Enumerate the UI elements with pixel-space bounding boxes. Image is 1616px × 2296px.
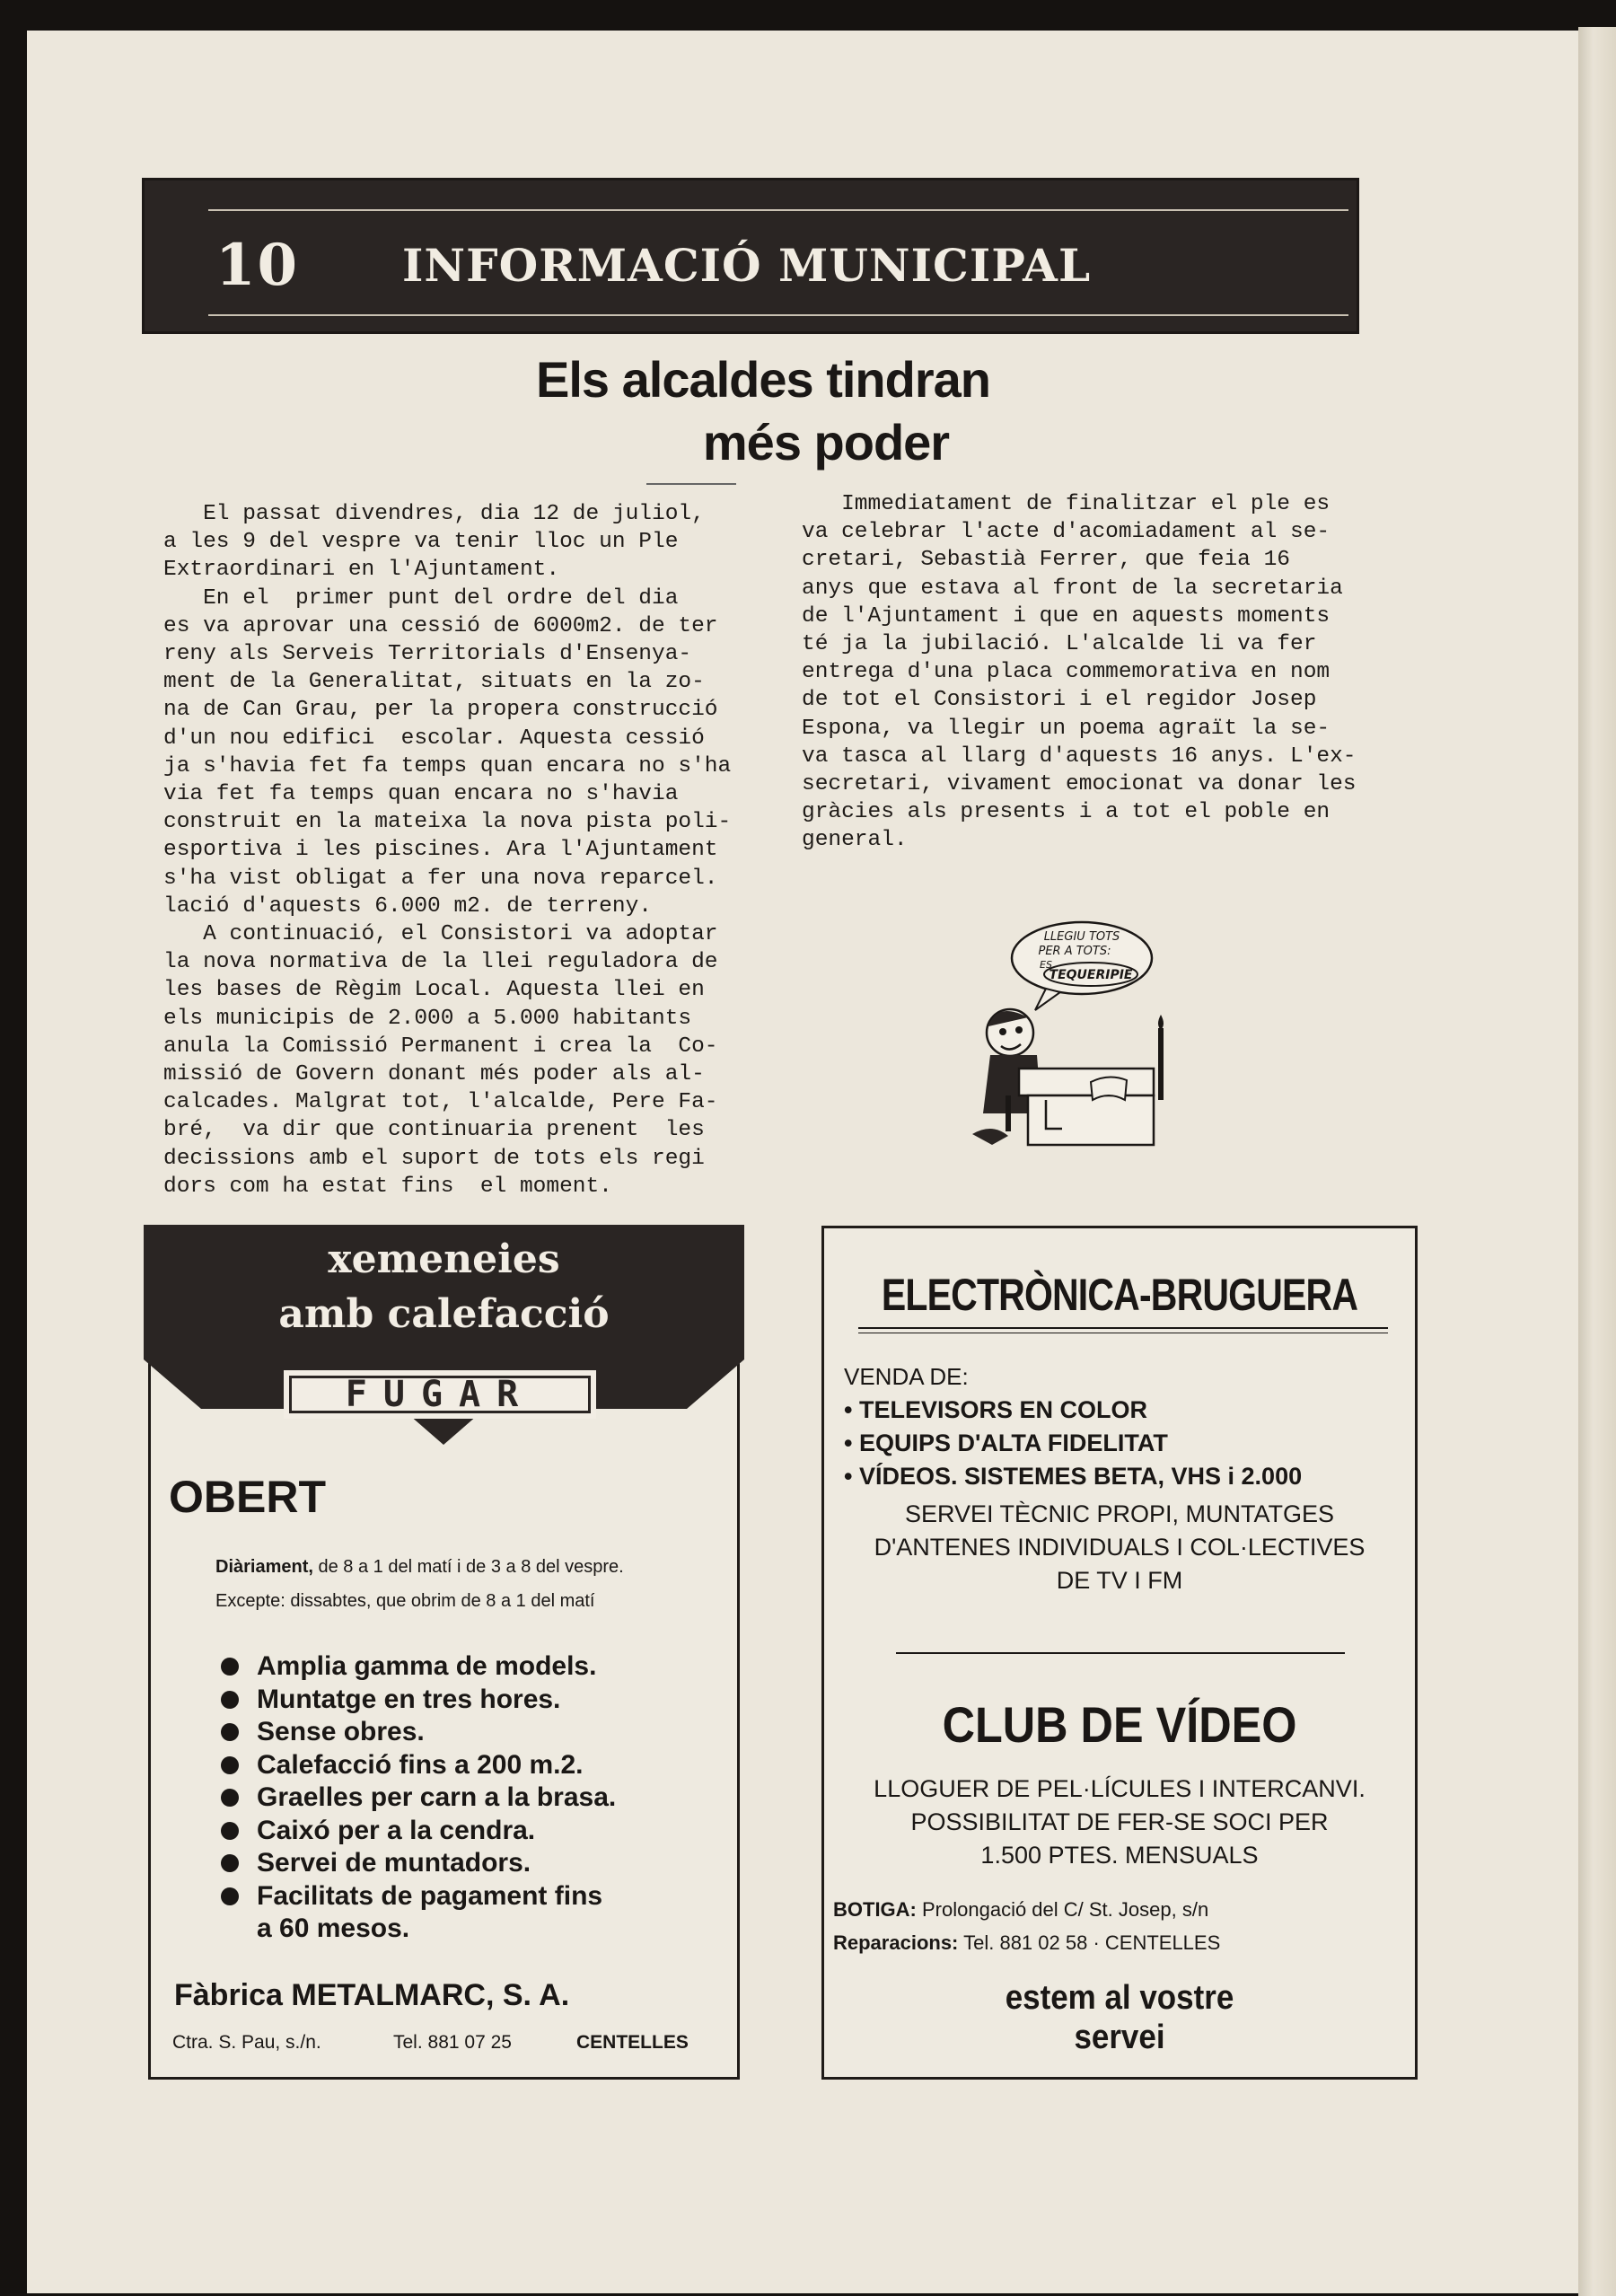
repair-line — [833, 1926, 1220, 1959]
bullet-icon — [221, 1854, 239, 1872]
section-title: INFORMACIÓ MUNICIPAL — [402, 239, 1092, 292]
club-title: CLUB DE VÍDEO — [942, 1696, 1297, 1753]
article-line: A continuació, el Consistori va adoptar — [163, 922, 718, 947]
sales-label: VENDA DE: — [844, 1363, 969, 1390]
headline-line: Els alcaldes tindran — [536, 351, 990, 408]
bullet-icon — [221, 1691, 239, 1709]
ad-headline: amb calefacció — [278, 1291, 610, 1337]
divider — [858, 1327, 1388, 1329]
feature-list — [221, 1650, 616, 1946]
headline-rule — [646, 483, 736, 485]
article-line: El passat divendres, dia 12 de juliol, — [163, 502, 705, 526]
article-line: a les 9 del vespre va tenir lloc un Ple — [163, 530, 679, 555]
open-label: OBERT — [169, 1472, 326, 1522]
service-line: D'ANTENES INDIVIDUALS I COL·LECTIVES — [874, 1534, 1366, 1561]
article-line: via fet fa temps quan encara no s'havia — [163, 782, 679, 807]
opening-hours — [215, 1557, 624, 1578]
feature-text: Sense obres. — [257, 1717, 425, 1746]
bullet-icon — [221, 1887, 239, 1905]
product-item: • EQUIPS D'ALTA FIDELITAT — [844, 1430, 1168, 1456]
article-line: va celebrar l'acte d'acomiadament al se- — [802, 520, 1331, 545]
cartoon-speech-line: PER A TOTS: — [1038, 945, 1111, 958]
cartoon-speech-line: TEQUERIPIE — [1049, 968, 1133, 982]
bullet-icon — [221, 1756, 239, 1774]
feature-item — [221, 1781, 616, 1815]
slogan-line: estem al vostre — [1005, 1979, 1234, 2017]
article-line: cretari, Sebastià Ferrer, que feia 16 — [802, 548, 1290, 573]
headline-line: més poder — [702, 414, 950, 471]
article-line: les bases de Règim Local. Aquesta llei en — [163, 978, 705, 1003]
article-line: gràcies als presents i a tot el poble en — [802, 800, 1331, 825]
article-line: na de Can Grau, per la propera construcció — [163, 698, 718, 723]
hours-label: Diàriament, — [215, 1557, 313, 1577]
ad-headline: xemeneies — [328, 1236, 560, 1282]
article-line: es va aprovar una cessió de 6000m2. de ter — [163, 613, 718, 638]
bullet-icon — [221, 1822, 239, 1840]
article-line: esportiva i les piscines. Ara l'Ajuntament — [163, 838, 718, 863]
company-city: CENTELLES — [576, 2032, 689, 2053]
feature-text: Caixó per a la cendra. — [257, 1815, 536, 1845]
article-line: decissions amb el suport de tots els regi — [163, 1146, 705, 1171]
company-address: Ctra. S. Pau, s./n. — [172, 2032, 321, 2053]
article-line: En el primer punt del ordre del dia — [163, 585, 679, 611]
bullet-icon — [221, 1723, 239, 1741]
club-price: 1.500 — [980, 1842, 1041, 1869]
article-line: ja s'havia fet fa temps quan encara no s'ha — [163, 753, 732, 779]
club-description — [824, 1773, 1415, 1872]
article-line: té ja la jubilació. L'alcalde li va fer — [802, 632, 1317, 657]
article-line: de tot el Consistori i el regidor Josep — [802, 688, 1317, 713]
article-line: dors com ha estat fins el moment. — [163, 1174, 612, 1199]
feature-text: Calefacció fins a 200 m.2. — [257, 1749, 584, 1780]
article-line: lació d'aquests 6.000 m2. de terreny. — [163, 893, 652, 919]
article-headline — [431, 348, 1095, 474]
article-line: construit en la mateixa la nova pista poli- — [163, 810, 732, 835]
bullet-icon — [221, 1658, 239, 1676]
club-price-unit: PTES. MENSUALS — [1041, 1842, 1259, 1869]
shop-name: ELECTRÒNICA-BRUGUERA — [881, 1270, 1358, 1320]
article-line: Espona, va llegir un poema agraït la se- — [802, 716, 1331, 741]
page-number: 10 — [215, 232, 300, 299]
article-line: calcades. Malgrat tot, l'alcalde, Pere Fa- — [163, 1090, 718, 1115]
feature-text: Muntatge en tres hores. — [257, 1684, 561, 1714]
article-line: de l'Ajuntament i que en aquests moments — [802, 603, 1331, 629]
article-line: anys que estava al front de la secretaria — [802, 576, 1343, 601]
company-name: Fàbrica METALMARC, S. A. — [174, 1978, 570, 2012]
service-line: DE TV I FM — [1056, 1567, 1183, 1594]
cartoon-speech-line: ES — [1040, 959, 1052, 971]
article-line: anula la Comissió Permanent i crea la Co- — [163, 1034, 718, 1059]
article-line: d'un nou edifici escolar. Aquesta cessió — [163, 726, 705, 751]
feature-item — [221, 1650, 616, 1684]
article-line: bré, va dir que continuaria prenent les — [163, 1118, 705, 1143]
article-line: la nova normativa de la llei reguladora de — [163, 950, 718, 975]
feature-item — [221, 1716, 616, 1749]
product-item: • VÍDEOS. SISTEMES BETA, VHS i 2.000 — [844, 1463, 1303, 1490]
company-phone: Tel. 881 07 25 — [393, 2032, 512, 2053]
feature-item — [221, 1880, 616, 1946]
article-line: s'ha vist obligat a fer una nova reparcel. — [163, 866, 718, 891]
feature-item — [221, 1749, 616, 1782]
divider — [896, 1652, 1345, 1654]
article-line: ment de la Generalitat, situats en la zo- — [163, 670, 705, 695]
article-line: secretari, vivament emocionat va donar les — [802, 772, 1357, 797]
fireplace-ad — [148, 1226, 740, 2080]
article-line: reny als Serveis Territorials d'Ensenya- — [163, 642, 692, 667]
slogan-line: servei — [1074, 2019, 1165, 2056]
cartoon-speech-line: LLEGIU TOTS — [1043, 930, 1120, 944]
feature-item — [221, 1684, 616, 1717]
slogan — [848, 1978, 1391, 2057]
feature-text: Servei de muntadors. — [257, 1848, 531, 1878]
cartoon-illustration — [956, 920, 1190, 1154]
service-line: SERVEI TÈCNIC PROPI, MUNTATGES — [904, 1500, 1335, 1527]
article-column-left — [163, 500, 731, 1201]
product-list — [844, 1394, 1302, 1493]
header-rule — [208, 209, 1348, 211]
feature-text: a 60 mesos. — [257, 1913, 410, 1943]
article-line: missió de Govern donant més poder als al- — [163, 1062, 705, 1087]
shop-label: BOTIGA: — [833, 1898, 917, 1921]
article-line: entrega d'una placa commemorativa en nom — [802, 660, 1331, 685]
hours-text: de 8 a 1 del matí i de 3 a 8 del vespre. — [312, 1557, 624, 1577]
repair-info: Tel. 881 02 58 · CENTELLES — [958, 1931, 1221, 1954]
bullet-icon — [221, 1789, 239, 1807]
club-line: LLOGUER DE PEL·LÍCULES I INTERCANVI. — [874, 1775, 1366, 1802]
article-line: Extraordinari en l'Ajuntament. — [163, 558, 560, 583]
repair-label: Reparacions: — [833, 1931, 959, 1954]
shop-contact — [833, 1893, 1220, 1959]
shop-address: Prolongació del C/ St. Josep, s/n — [916, 1898, 1209, 1921]
product-item: • TELEVISORS EN COLOR — [844, 1396, 1147, 1423]
article-line: general. — [802, 828, 908, 853]
feature-item — [221, 1847, 616, 1880]
club-line — [824, 1839, 1415, 1872]
feature-text: Facilitats de pagament fins — [257, 1880, 603, 1911]
article-column-right — [802, 490, 1357, 855]
feature-text: Graelles per carn a la brasa. — [257, 1782, 617, 1812]
services-text — [824, 1498, 1415, 1597]
feature-text: Amplia gamma de models. — [257, 1651, 597, 1681]
article-line: els municipis de 2.000 a 5.000 habitants — [163, 1006, 692, 1031]
fugar-logo: FUGAR — [284, 1370, 596, 1419]
shop-address-line — [833, 1893, 1220, 1926]
page-spine — [1578, 27, 1616, 2296]
header-rule — [208, 314, 1348, 316]
electronics-ad — [821, 1226, 1418, 2080]
article-line: Immediatament de finalitzar el ple es — [802, 492, 1331, 516]
hours-exception: Excepte: dissabtes, que obrim de 8 a 1 del matí — [215, 1591, 595, 1611]
club-line: POSSIBILITAT DE FER-SE SOCI PER — [910, 1808, 1329, 1835]
feature-item — [221, 1815, 616, 1848]
article-line: va tasca al llarg d'aquests 16 anys. L'ex- — [802, 743, 1357, 769]
